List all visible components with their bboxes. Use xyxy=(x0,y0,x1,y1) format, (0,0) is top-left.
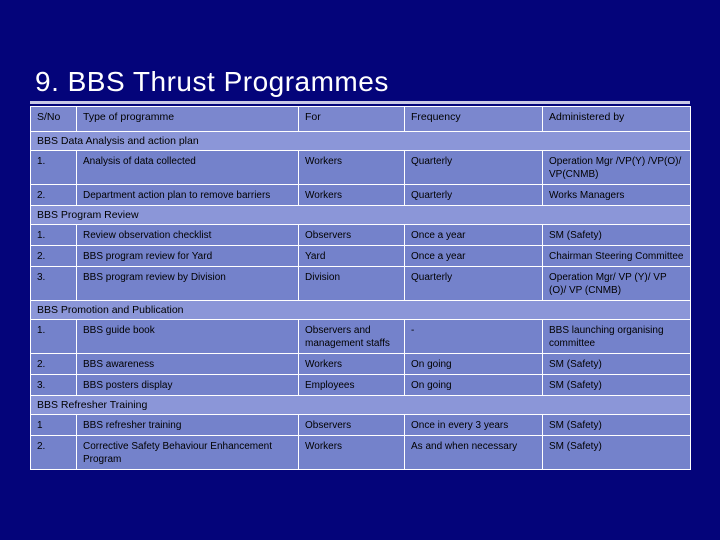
cell-for: Workers xyxy=(299,151,405,185)
cell-type: BBS posters display xyxy=(77,375,299,396)
table-row xyxy=(31,320,691,354)
cell-sno: 2. xyxy=(31,354,77,375)
cell-for: Employees xyxy=(299,375,405,396)
header-frequency: Frequency xyxy=(405,107,543,132)
table-row xyxy=(31,151,691,185)
header-for: For xyxy=(299,107,405,132)
cell-type: Review observation checklist xyxy=(77,225,299,246)
cell-sno: 2. xyxy=(31,436,77,470)
cell-type: BBS guide book xyxy=(77,320,299,354)
cell-administered-by: Operation Mgr /VP(Y) /VP(O)/ VP(CNMB) xyxy=(543,151,691,185)
cell-for: Workers xyxy=(299,185,405,206)
header-type: Type of programme xyxy=(77,107,299,132)
table-row xyxy=(31,375,691,396)
cell-sno: 1. xyxy=(31,320,77,354)
cell-type: Analysis of data collected xyxy=(77,151,299,185)
table-row xyxy=(31,246,691,267)
cell-frequency: On going xyxy=(405,375,543,396)
cell-administered-by: Works Managers xyxy=(543,185,691,206)
section-header-row xyxy=(31,301,691,320)
cell-sno: 2. xyxy=(31,246,77,267)
cell-sno: 1 xyxy=(31,415,77,436)
table-header-row xyxy=(31,107,691,132)
table-row xyxy=(31,267,691,301)
cell-administered-by: Operation Mgr/ VP (Y)/ VP (O)/ VP (CNMB) xyxy=(543,267,691,301)
cell-type: BBS refresher training xyxy=(77,415,299,436)
cell-type: BBS program review for Yard xyxy=(77,246,299,267)
section-header-row xyxy=(31,206,691,225)
cell-for: Observers xyxy=(299,225,405,246)
cell-administered-by: SM (Safety) xyxy=(543,375,691,396)
cell-frequency: Once a year xyxy=(405,225,543,246)
cell-for: Workers xyxy=(299,436,405,470)
programmes-table xyxy=(30,106,691,470)
section-header-row xyxy=(31,396,691,415)
table-row xyxy=(31,354,691,375)
section-label: BBS Promotion and Publication xyxy=(31,301,691,320)
cell-frequency: - xyxy=(405,320,543,354)
cell-frequency: Quarterly xyxy=(405,151,543,185)
cell-frequency: On going xyxy=(405,354,543,375)
section-label: BBS Refresher Training xyxy=(31,396,691,415)
cell-frequency: Quarterly xyxy=(405,185,543,206)
cell-type: BBS awareness xyxy=(77,354,299,375)
cell-sno: 1. xyxy=(31,151,77,185)
cell-type: BBS program review by Division xyxy=(77,267,299,301)
table-row xyxy=(31,436,691,470)
cell-type: Department action plan to remove barriers xyxy=(77,185,299,206)
cell-administered-by: SM (Safety) xyxy=(543,225,691,246)
cell-for: Division xyxy=(299,267,405,301)
cell-administered-by: Chairman Steering Committee xyxy=(543,246,691,267)
cell-type: Corrective Safety Behaviour Enhancement Program xyxy=(77,436,299,470)
cell-for: Observers xyxy=(299,415,405,436)
cell-for: Yard xyxy=(299,246,405,267)
cell-frequency: Once in every 3 years xyxy=(405,415,543,436)
cell-for: Workers xyxy=(299,354,405,375)
cell-sno: 2. xyxy=(31,185,77,206)
cell-for: Observers and management staffs xyxy=(299,320,405,354)
section-label: BBS Data Analysis and action plan xyxy=(31,132,691,151)
cell-frequency: Once a year xyxy=(405,246,543,267)
cell-administered-by: BBS launching organising committee xyxy=(543,320,691,354)
title-underline xyxy=(30,101,690,104)
cell-administered-by: SM (Safety) xyxy=(543,436,691,470)
section-header-row xyxy=(31,132,691,151)
section-label: BBS Program Review xyxy=(31,206,691,225)
cell-sno: 3. xyxy=(31,267,77,301)
table-row xyxy=(31,185,691,206)
cell-sno: 1. xyxy=(31,225,77,246)
table-row xyxy=(31,225,691,246)
cell-frequency: Quarterly xyxy=(405,267,543,301)
cell-sno: 3. xyxy=(31,375,77,396)
cell-administered-by: SM (Safety) xyxy=(543,415,691,436)
page-title: 9. BBS Thrust Programmes xyxy=(35,66,389,97)
header-administered-by: Administered by xyxy=(543,107,691,132)
table-row xyxy=(31,415,691,436)
cell-administered-by: SM (Safety) xyxy=(543,354,691,375)
header-sno: S/No xyxy=(31,107,77,132)
cell-frequency: As and when necessary xyxy=(405,436,543,470)
